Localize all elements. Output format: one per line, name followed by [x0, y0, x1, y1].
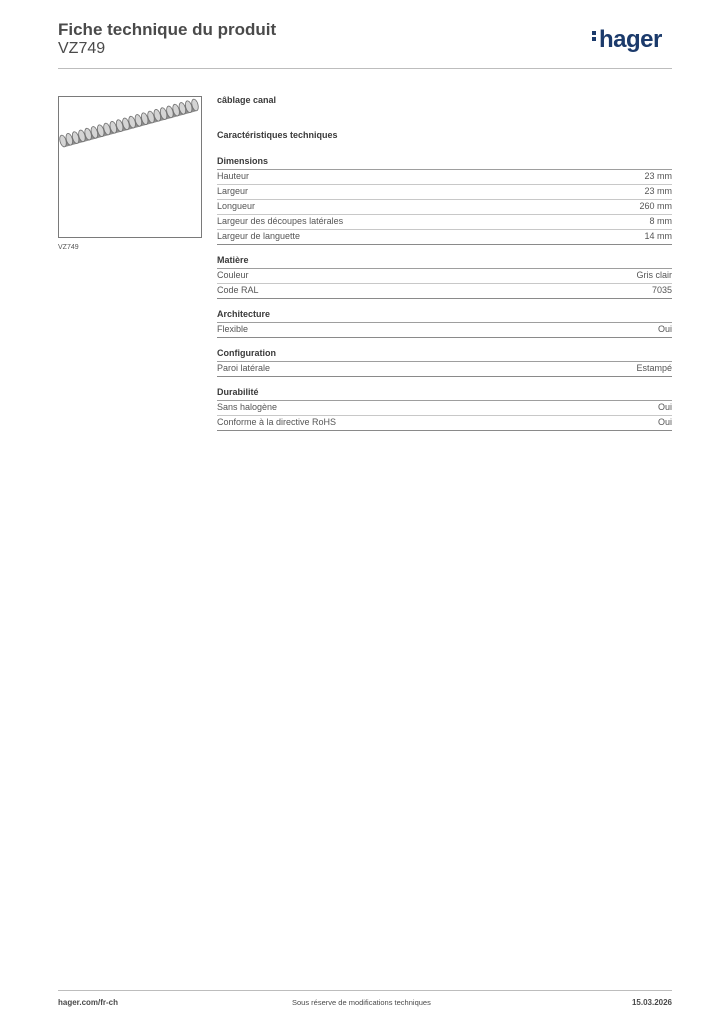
- spec-row: [217, 284, 672, 299]
- spec-label: Largeur de languette: [217, 231, 301, 241]
- product-image: [58, 96, 202, 238]
- spec-value: 23 mm: [644, 186, 672, 196]
- spec-section: [217, 348, 672, 377]
- spec-section: [217, 309, 672, 338]
- spec-label: Hauteur: [217, 171, 250, 181]
- spec-row: [217, 185, 672, 200]
- spec-value: 14 mm: [644, 231, 672, 241]
- spec-value: 8 mm: [649, 216, 672, 226]
- spec-label: Code RAL: [217, 285, 259, 295]
- spec-label: Largeur des découpes latérales: [217, 216, 344, 226]
- spec-value: Estampé: [636, 363, 672, 373]
- spec-row: [217, 401, 672, 416]
- spec-row: [217, 200, 672, 215]
- spec-section: [217, 156, 672, 245]
- product-reference: VZ749: [58, 40, 106, 57]
- header-divider: [58, 68, 672, 69]
- spec-section: [217, 387, 672, 431]
- footer-divider: [58, 990, 672, 991]
- spec-value: 23 mm: [644, 171, 672, 181]
- section-title: Durabilité: [217, 387, 672, 401]
- section-title: Dimensions: [217, 156, 672, 170]
- spec-value: Gris clair: [636, 270, 672, 280]
- spec-row: [217, 230, 672, 245]
- spec-value: Oui: [657, 417, 672, 427]
- spec-sections: [217, 156, 672, 431]
- logo-text: hager: [599, 26, 662, 53]
- spec-label: Largeur: [217, 186, 249, 196]
- spec-value: 260 mm: [639, 201, 672, 211]
- spec-row: [217, 170, 672, 185]
- spec-label: Conforme à la directive RoHS: [217, 417, 337, 427]
- spec-label: Sans halogène: [217, 402, 278, 412]
- cable-duct-image: [59, 97, 201, 237]
- spec-value: 7035: [651, 285, 672, 295]
- spec-section: [217, 255, 672, 299]
- page-title: Fiche technique du produit: [58, 20, 277, 39]
- spec-row: [217, 362, 672, 377]
- spec-label: Paroi latérale: [217, 363, 271, 373]
- spec-label: Flexible: [217, 324, 249, 334]
- spec-label: Couleur: [217, 270, 249, 280]
- section-title: Configuration: [217, 348, 672, 362]
- spec-row: [217, 269, 672, 284]
- image-caption: VZ749: [58, 244, 79, 251]
- spec-row: [217, 323, 672, 338]
- footer-website: hager.com/fr-ch: [58, 998, 119, 1007]
- specs-title: Caractéristiques techniques: [217, 130, 338, 140]
- spec-content: [217, 95, 672, 431]
- section-title: Architecture: [217, 309, 672, 323]
- section-title: Matière: [217, 255, 672, 269]
- product-type: câblage canal: [217, 95, 277, 105]
- logo-dots-icon: [592, 29, 597, 43]
- spec-row: [217, 215, 672, 230]
- footer-disclaimer: Sous réserve de modifications techniques: [292, 998, 431, 1007]
- spec-value: Oui: [657, 402, 672, 412]
- spec-row: [217, 416, 672, 431]
- hager-logo: [592, 26, 662, 54]
- footer-date: 15.03.2026: [631, 998, 672, 1007]
- spec-label: Longueur: [217, 201, 256, 211]
- spec-value: Oui: [657, 324, 672, 334]
